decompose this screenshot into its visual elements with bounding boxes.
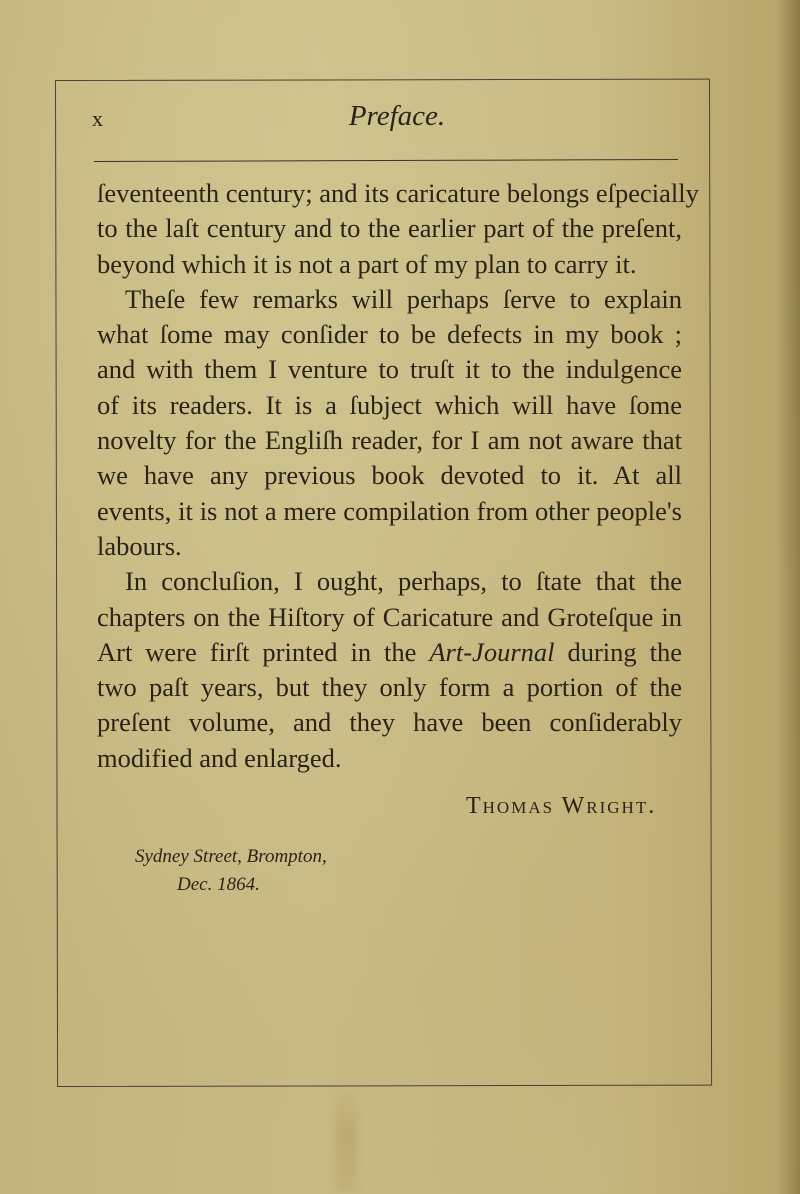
text-line: of its readers. It is a ſubject which will have ſome — [97, 389, 682, 420]
journal-title: Art-Journal — [429, 636, 555, 667]
dateline — [135, 843, 327, 899]
text-line: preſent volume, and they have been conſiderably — [97, 707, 682, 738]
paper-stain — [335, 1080, 357, 1194]
text-line: we have any previous book devoted to it. At all — [97, 460, 682, 491]
text-line: Theſe few remarks will perhaps ſerve to explain — [125, 283, 682, 314]
text-line: chapters on the Hiſtory of Caricature and Groteſque in — [97, 601, 682, 632]
running-head-title: Preface. — [348, 100, 446, 132]
address-place: Sydney Street, Brompton, — [135, 846, 327, 867]
text-line: events, it is not a mere compilation from other people's — [97, 495, 682, 526]
text-line: to the laſt century and to the earlier part of the preſent, — [97, 213, 682, 244]
running-head — [92, 100, 682, 140]
text-line: novelty for the Engliſh reader, for I am not aware that — [97, 425, 682, 456]
page-number: x — [92, 106, 104, 131]
text-line: what ſome may conſider to be defects in my book ; — [97, 319, 682, 350]
preface-body — [97, 176, 699, 776]
text-line: and with them I venture to truſt it to the indulgence — [97, 354, 682, 385]
text-line — [97, 635, 682, 670]
address-date: Dec. 1864. — [177, 874, 260, 895]
text-line: beyond which it is not a part of my plan to carry it. — [97, 248, 637, 279]
text-line: ſeventeenth century; and its caricature belongs eſpecially — [97, 178, 699, 208]
text-line: In concluſion, I ought, perhaps, to ſtate that the — [125, 566, 682, 597]
text-line: labours. — [97, 530, 182, 561]
text-fragment: Art were firſt printed in the — [97, 636, 430, 667]
text-line: two paſt years, but they only form a portion of the — [97, 672, 682, 703]
text-fragment: during the — [554, 636, 682, 667]
text-line: modified and enlarged. — [97, 742, 342, 773]
author-signature: Thomas Wright. — [466, 793, 657, 819]
